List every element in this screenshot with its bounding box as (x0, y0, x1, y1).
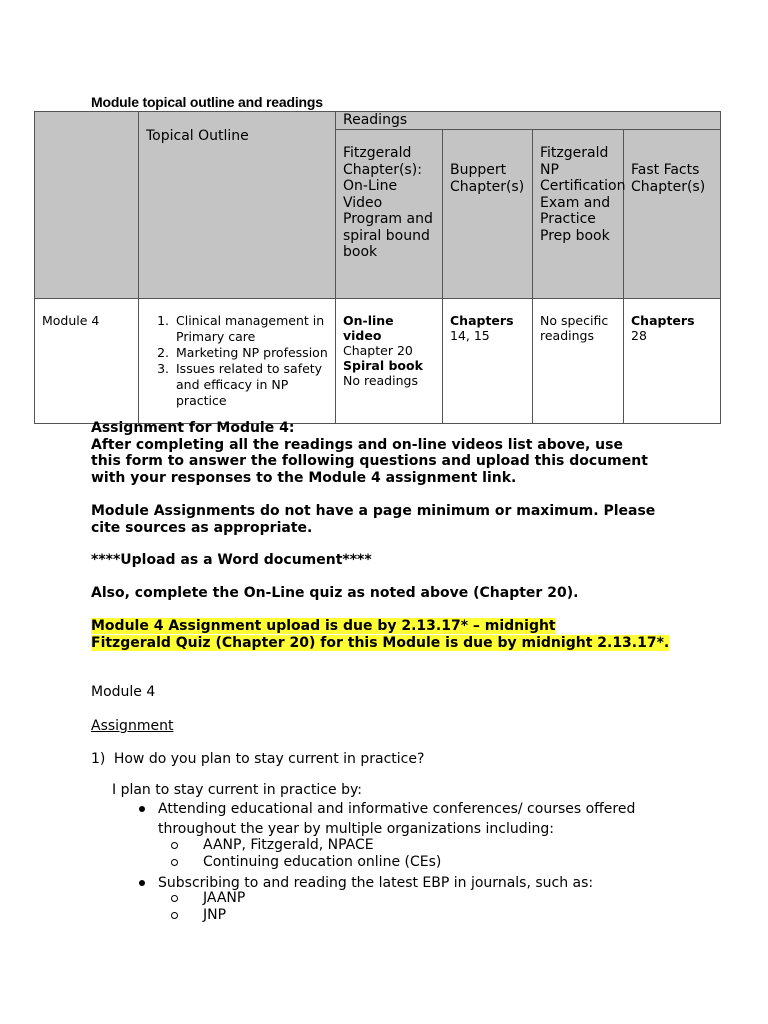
bullet-icon (139, 806, 145, 812)
fast-facts-value: 28 (631, 328, 647, 343)
section-title: Module 4 (91, 684, 156, 700)
bullet-text: Attending educational and informative conferences/ courses offered throughout the year by multiple organizations including: (158, 801, 636, 837)
list-item (135, 854, 675, 871)
table-corner-cell (35, 112, 139, 299)
sub-bullet-icon (171, 859, 178, 866)
cert-exam-cell: No specific readings (533, 299, 624, 424)
question-1 (91, 751, 424, 768)
sub-bullet-text: AANP, Fitzgerald, NPACE (203, 837, 374, 853)
column-header-fitzgerald: Fitzgerald Chapter(s): On-Line Video Program and spiral bound book (336, 130, 443, 299)
sub-bullet-text: JAANP (203, 890, 246, 906)
sub-bullet-icon (171, 912, 178, 919)
topics-cell (139, 299, 336, 424)
section-subtitle: Assignment (91, 718, 174, 734)
answer-bullets (135, 799, 675, 924)
online-video-value: Chapter 20 (343, 343, 413, 358)
assignment-title: Assignment for Module 4: (91, 420, 295, 436)
list-item (135, 907, 675, 924)
readings-header: Readings (336, 112, 721, 130)
spiral-book-value: No readings (343, 373, 418, 388)
question-number: 1) (91, 751, 106, 767)
due-dates (91, 618, 711, 651)
list-item (135, 799, 675, 839)
quiz-note: Also, complete the On-Line quiz as noted above (Chapter 20). (91, 585, 579, 601)
list-item (135, 890, 675, 907)
page-heading: Module topical outline and readings (91, 94, 323, 110)
fitzgerald-cell (336, 299, 443, 424)
table-row (35, 299, 721, 424)
module-cell: Module 4 (35, 299, 139, 424)
upload-format-note: ****Upload as a Word document**** (91, 552, 372, 568)
fast-facts-cell (624, 299, 721, 424)
topical-outline-header: Topical Outline (139, 112, 336, 299)
list-item: 3. Issues related to safety and efficacy in NP practice (173, 361, 328, 409)
buppert-label: Chapters (450, 313, 514, 328)
list-item: 1. Clinical management in Primary care (173, 313, 328, 345)
online-video-label: On-line video (343, 313, 394, 343)
readings-table (34, 111, 721, 424)
assignment-description: After completing all the readings and on-line videos list above, use this form to answer the following questions and upload this document with your responses to the Module 4 assignment link. (91, 436, 648, 486)
fast-facts-label: Chapters (631, 313, 695, 328)
sub-bullet-icon (171, 895, 178, 902)
column-header-fast-facts: Fast Facts Chapter(s) (624, 130, 721, 299)
bullet-icon (139, 880, 145, 886)
sub-bullet-text: JNP (203, 907, 227, 923)
quiz-due-date: Fitzgerald Quiz (Chapter 20) for this Module is due by midnight 2.13.17*. (91, 634, 670, 651)
sub-bullet-icon (171, 842, 178, 849)
topics-list (146, 313, 328, 409)
answer-intro: I plan to stay current in practice by: (112, 782, 362, 798)
buppert-cell (443, 299, 533, 424)
spiral-book-label: Spiral book (343, 358, 423, 373)
page-limit-note: Module Assignments do not have a page minimum or maximum. Please cite sources as appropriate. (91, 503, 656, 536)
column-header-buppert: Buppert Chapter(s) (443, 130, 533, 299)
bullet-text: Subscribing to and reading the latest EBP in journals, such as: (158, 875, 594, 891)
buppert-value: 14, 15 (450, 328, 490, 343)
assignment-due-date: Module 4 Assignment upload is due by 2.13.17* – midnight (91, 618, 556, 634)
column-header-cert-exam: Fitzgerald NP Certification Exam and Practice Prep book (533, 130, 624, 299)
assignment-instructions (91, 420, 691, 486)
question-text: How do you plan to stay current in practice? (113, 751, 425, 767)
list-item: 2. Marketing NP profession (173, 345, 328, 361)
list-item (135, 837, 675, 854)
sub-bullet-text: Continuing education online (CEs) (203, 854, 442, 870)
